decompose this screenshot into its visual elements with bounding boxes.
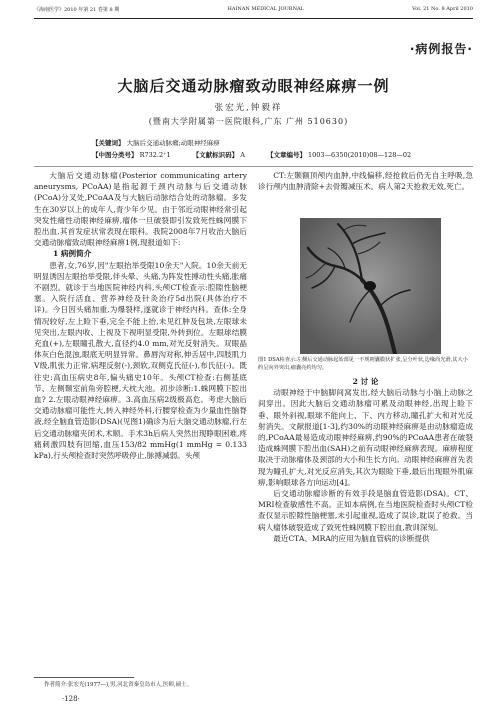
intro-paragraph: 大脑后交通动脉瘤(Posterior communicating artery aneurysms, PCoAA)是指起源于颈内动脉与后交通动脉(PCoA)分叉处,PCoAA及与大脑后动脉结合处的动脉瘤。多发生在30岁以上的成年人,青少年少见。由于邻近动眼神经常引起突发性痛性动眼神经麻痹,瘤体一旦破裂即引发致死性蛛网膜下腔出血,其首发症状常表现在眼科。我院2008年7月收治大脑后交通动脉瘤致动眼神经麻痹1例,现报道如下: xyxy=(34,171,247,248)
discussion-paragraph-3: 最近CTA、MRA的应用为脑血管病的诊断提供 xyxy=(273,533,430,543)
running-header xyxy=(34,6,473,13)
section-badge: ·病例报告· xyxy=(409,42,473,56)
article-no-label: 【文章编号】 xyxy=(266,151,306,159)
section-heading-discussion: 2 讨 论 xyxy=(352,377,379,386)
class-label: 【中图分类号】 xyxy=(92,151,138,159)
article-no: 1003—6350(2010)08—128—02 xyxy=(308,151,412,159)
discussion-paragraph-2: 后交通动脉瘤诊断的有效手段是脑血管造影(DSA)。CT、MRI检查敏感性不高。正如本病例,在当地医院检查时头颅CT检查仅显示腔隙性脑梗塞,未引起重视,造成了误诊,耽误了抢救。当病人瘤体破裂造成了致死性蛛网膜下腔出血,教训深刻。 xyxy=(258,489,473,532)
abstract-rule xyxy=(34,166,473,167)
right-column-discussion xyxy=(258,376,473,544)
section-heading-case: 1 病例简介 xyxy=(53,249,92,259)
header-journal-en: HAINAN MEDICAL JOURNAL xyxy=(227,6,304,12)
left-column xyxy=(34,170,247,461)
keywords: 大脑后交通动脉瘤;动眼神经麻痹 xyxy=(126,139,220,147)
case-paragraph: 患者,女,76岁,因"左眼抬举受限10余天"入院。10余天前无明显诱因左眼抬举受限,伴头晕、头痛,为阵发性搏动性头痛,胀痛不剧烈。就诊于当地医院神经内科,头颅CT检查示:腔隙性脑梗塞。入院行活血、营养神经及针灸治疗5d出院(具体治疗不详)。今日因头痛加重,为爆裂样,遂就诊于神经内科。查体:全身情况较好,左上睑下垂,完全不能上抬,未见红肿及包块,左眼球未见突出,左眼内收、上视及下视明显受限,外转到位。左眼球结膜充血(+),左眼瞳孔散大,直径约4.0 mm,对光反射消失。双眼晶体灰白色混浊,眼底无明显异常。鼻唇沟对称,伸舌居中,四肢肌力V级,肌张力正常,病理反射(-),颈软,双侧克氏征(-),布氏征(-)。既往史:高血压病史8年,偏头痛史10年。头颅CT检查:右侧基底节、左侧颞室前角旁腔梗,大枕大池。初步诊断:1.蛛网膜下腔出血? 2.左眼动眼神经麻痹。3.高血压病2级极高危。考虑大脑后交通动脉瘤可能性大,转入神经外科,行腰穿检查为少量血性脑脊液,经全脑血管造影(DSA)(见图1)确诊为后大脑交通动脉瘤,行左后交通动脉瘤夹闭术,术顺。手术3h后病人突然出现睁眼困难,疼痛刺激四肢有回缩,血压153/82 mmHg(1 mmHg = 0.133 kPa),行头颅检查时突然呼吸停止,脉搏减弱。头颅 xyxy=(34,260,247,461)
affiliation: (暨南大学附属第一医院眼科,广东 广州 510630) xyxy=(148,117,349,126)
dsa-angiogram-figure xyxy=(300,218,441,354)
page-number: ·128· xyxy=(62,695,80,703)
class-number: R732.2⁺1 xyxy=(139,151,171,159)
authors: 张宏光,钟毅祥 xyxy=(214,103,283,113)
angiogram-image xyxy=(300,218,441,354)
keywords-line xyxy=(92,138,220,147)
footnote-rule xyxy=(34,677,134,678)
author-footnote: 作者简介:张宏光(1977—),男,河北省秦皇岛市人,医师,硕士。 xyxy=(44,682,193,688)
doc-code-label: 【文献标识码】 xyxy=(192,151,239,159)
keywords-label: 【关键词】 xyxy=(92,139,125,147)
article-title: 大脑后交通动脉瘤致动眼神经麻痹一例 xyxy=(117,77,390,95)
case-continued: CT:左颞额顶颅内血肿,中线偏移,经抢救后仍无自主呼吸,急诊行颅内血肿清除+去骨瓣减压术。病人第2天抢救无效,死亡。 xyxy=(258,171,473,192)
header-volume: Vol. 21 No. 8 April 2010 xyxy=(412,6,473,12)
header-rule xyxy=(34,18,473,19)
classification-line xyxy=(92,150,411,159)
discussion-paragraph-1: 动眼神经于中脑脚间窝发出,经大脑后动脉与小脑上动脉之间穿出。因此大脑后交通动脉瘤可累及动眼神经,出现上睑下垂、眼外斜视,眼球不能向上、下、内方移动,瞳孔扩大和对光反射消失。文献报道[1-3],约30%的动眼神经麻痹是由动脉瘤造成的,PCoAA最易造成动眼神经麻痹,约90%的PCoAA患者在破裂造成蛛网膜下腔出血(SAH)之前有动眼神经麻痹表现。麻痹程度取决于动脉瘤体及颈部的大小和生长方向。动眼神经麻痹首先表现为瞳孔扩大,对光反应消失,其次为眼睑下垂,最后出现眼外肌麻痹,影响眼球各方向运动[4]。 xyxy=(258,388,473,487)
figure-caption: 图1 DSA检查示:左侧后交通动脉起始部见一不规则囊膜状扩张,呈分叶状,边缘尚光滑,其大小约呈向外突出,瘤囊亮约均匀。 xyxy=(258,357,468,371)
doc-code: A xyxy=(240,151,245,159)
header-journal-cn: 《海南医学》2010 年第 21 卷第 8 期 xyxy=(34,7,120,13)
right-column-top xyxy=(258,170,473,192)
